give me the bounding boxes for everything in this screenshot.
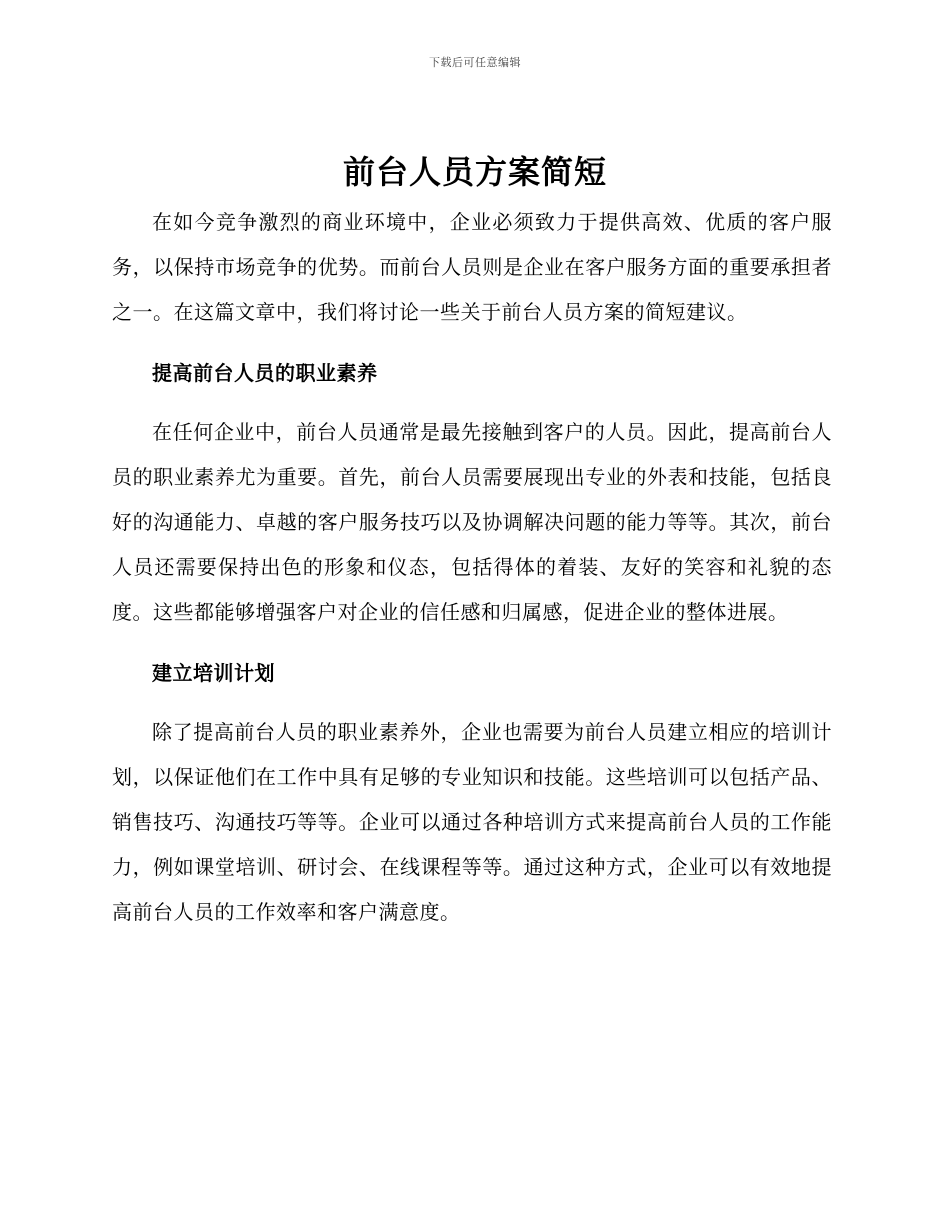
intro-paragraph: 在如今竞争激烈的商业环境中，企业必须致力于提供高效、优质的客户服务，以保持市场竞争的优势。而前台人员则是企业在客户服务方面的重要承担者之一。在这篇文章中，我们将讨论一些关于前台人员方案的简短建议。	[112, 210, 832, 324]
spacer	[112, 334, 832, 351]
header-note: 下载后可任意编辑	[429, 56, 521, 69]
section-paragraph-training: 除了提高前台人员的职业素养外，企业也需要为前台人员建立相应的培训计划，以保证他们在工作中具有足够的专业知识和技能。这些培训可以包括产品、销售技巧、沟通技巧等等。企业可以通过各种培训方式来提高前台人员的工作能力，例如课堂培训、研讨会、在线课程等等。通过这种方式，企业可以有效地提高前台人员的工作效率和客户满意度。	[112, 720, 832, 924]
section-heading-professionalism: 提高前台人员的职业素养	[152, 361, 378, 386]
spacer	[112, 395, 832, 410]
document-title: 前台人员方案简短	[342, 153, 607, 191]
spacer	[112, 695, 832, 710]
section-heading-training: 建立培训计划	[152, 661, 275, 686]
spacer	[112, 634, 832, 651]
section-paragraph-professionalism: 在任何企业中，前台人员通常是最先接触到客户的人员。因此，提高前台人员的职业素养尤为重要。首先，前台人员需要展现出专业的外表和技能，包括良好的沟通能力、卓越的客户服务技巧以及协调解决问题的能力等等。其次，前台人员还需要保持出色的形象和仪态，包括得体的着装、友好的笑容和礼貌的态度。这些都能够增强客户对企业的信任感和归属感，促进企业的整体进展。	[112, 420, 832, 624]
document-body	[112, 200, 832, 934]
